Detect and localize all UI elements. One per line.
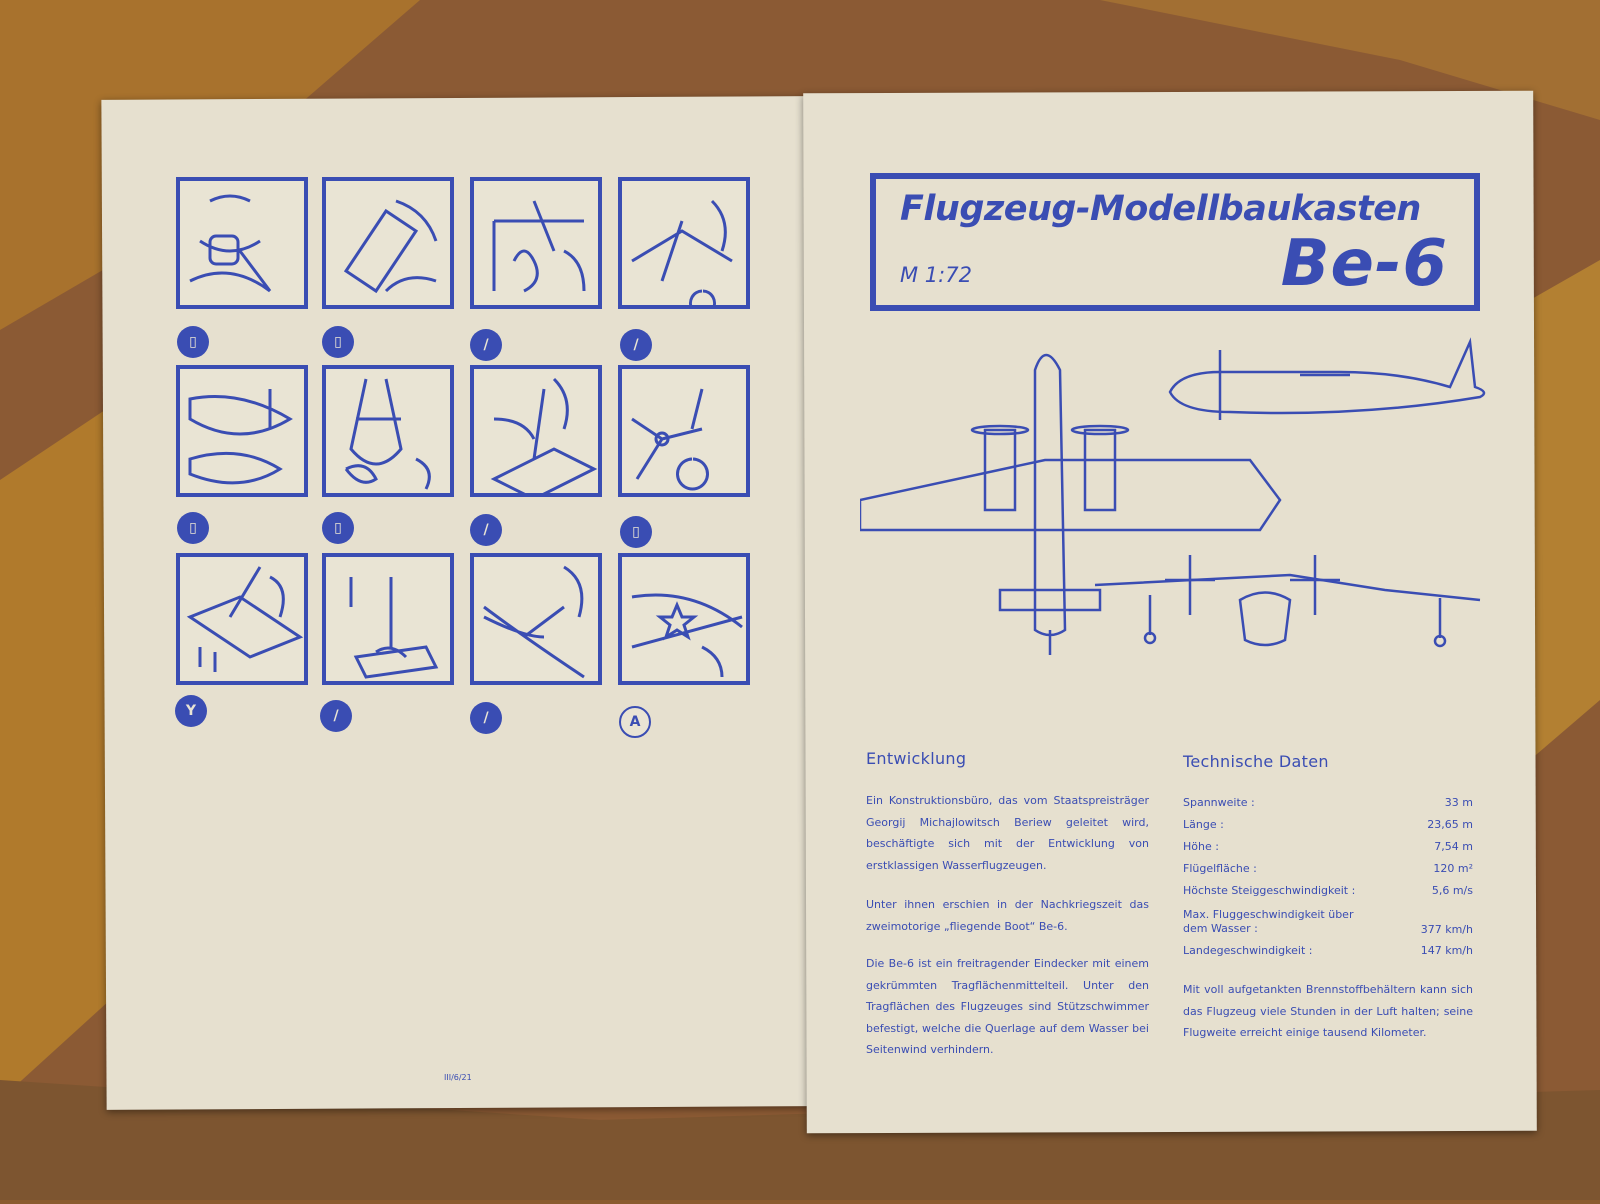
instruction-panel-12 bbox=[618, 553, 750, 685]
print-code: III/6/21 bbox=[444, 1073, 472, 1082]
development-paragraph-2: Unter ihnen erschien in der Nachkriegszeit das zweimotorige „fliegende Boot“ Be-6. bbox=[866, 898, 1149, 933]
spec-value: 5,6 m/s bbox=[1431, 884, 1473, 897]
spec-row-max-speed bbox=[1183, 908, 1473, 936]
instruction-panel-8 bbox=[618, 365, 750, 497]
spec-value: 33 m bbox=[1444, 796, 1473, 809]
spec-row-wing-area bbox=[1183, 862, 1473, 875]
technical-heading: Technische Daten bbox=[1183, 752, 1329, 771]
knife-icon: / bbox=[620, 329, 652, 361]
instruction-panel-7 bbox=[470, 365, 602, 497]
spec-value: 7,54 m bbox=[1434, 840, 1473, 853]
spec-row-length bbox=[1183, 818, 1473, 831]
instruction-panel-5 bbox=[176, 365, 308, 497]
spec-value: 23,65 m bbox=[1427, 818, 1473, 831]
aircraft-three-view-drawing bbox=[860, 330, 1510, 680]
aircraft-top-view bbox=[860, 355, 1280, 655]
spec-row-height bbox=[1183, 840, 1473, 853]
product-title: Flugzeug-Modellbaukasten bbox=[900, 189, 1421, 229]
instruction-panel-2 bbox=[322, 177, 454, 309]
spec-label: Länge : bbox=[1183, 818, 1224, 831]
instruction-panel-11 bbox=[470, 553, 602, 685]
glue-tube-icon: ▯ bbox=[322, 512, 354, 544]
brush-icon: / bbox=[320, 700, 352, 732]
instruction-panel-3 bbox=[470, 177, 602, 309]
aircraft-front-view bbox=[1095, 555, 1480, 646]
instruction-panel-10 bbox=[322, 553, 454, 685]
spec-label: Max. Fluggeschwindigkeit über dem Wasser : bbox=[1183, 908, 1354, 935]
spec-value: 147 km/h bbox=[1420, 944, 1473, 957]
spec-row-wingspan bbox=[1183, 796, 1473, 809]
spec-label: Höchste Steiggeschwindigkeit : bbox=[1183, 884, 1356, 897]
brush-icon: / bbox=[470, 329, 502, 361]
brush-icon: / bbox=[470, 702, 502, 734]
spec-value: 377 km/h bbox=[1420, 923, 1473, 936]
development-paragraph-1: Ein Konstruktionsbüro, das vom Staatspreisträger Georgij Michajlowitsch Beriew geleitet wird, beschäftigte sich mit der Entwicklung von erstklassigen Wasserflugzeugen. bbox=[866, 794, 1149, 872]
development-heading: Entwicklung bbox=[866, 749, 967, 768]
decal-icon: A bbox=[619, 706, 651, 738]
model-name: Be-6 bbox=[1280, 227, 1448, 301]
spec-value: 120 m² bbox=[1433, 862, 1473, 875]
instruction-panel-4 bbox=[618, 177, 750, 309]
development-paragraph-3: Die Be-6 ist ein freitragender Eindecker mit einem gekrümmten Tragflächenmittelteil. Unter den Tragflächen des Flugzeuges sind Stützschwimmer befestigt, welche die Querlage auf dem Wasser bei Seitenwind verhindern. bbox=[866, 957, 1149, 1057]
glue-tube-icon: ▯ bbox=[177, 326, 209, 358]
scale-label: M 1:72 bbox=[900, 263, 972, 287]
instruction-panel-6 bbox=[322, 365, 454, 497]
instruction-panel-9 bbox=[176, 553, 308, 685]
technical-closing-paragraph: Mit voll aufgetankten Brennstoffbehältern kann sich das Flugzeug viele Stunden in der Luft halten; seine Flugweite erreicht einige tausend Kilometer. bbox=[1183, 983, 1473, 1040]
paint-pot-icon: Y bbox=[175, 695, 207, 727]
title-box bbox=[870, 173, 1480, 311]
instruction-panel-1 bbox=[176, 177, 308, 309]
glue-tube-icon: ▯ bbox=[322, 326, 354, 358]
spec-row-climb-rate bbox=[1183, 884, 1473, 897]
aircraft-side-view bbox=[1170, 342, 1484, 420]
brush-icon: / bbox=[470, 514, 502, 546]
spec-label: Spannweite : bbox=[1183, 796, 1255, 809]
spec-row-landing-speed bbox=[1183, 944, 1473, 957]
glue-tube-icon: ▯ bbox=[620, 516, 652, 548]
spec-label: Landegeschwindigkeit : bbox=[1183, 944, 1313, 957]
spec-label: Höhe : bbox=[1183, 840, 1219, 853]
spec-label: Flügelfläche : bbox=[1183, 862, 1257, 875]
glue-tube-icon: ▯ bbox=[177, 512, 209, 544]
